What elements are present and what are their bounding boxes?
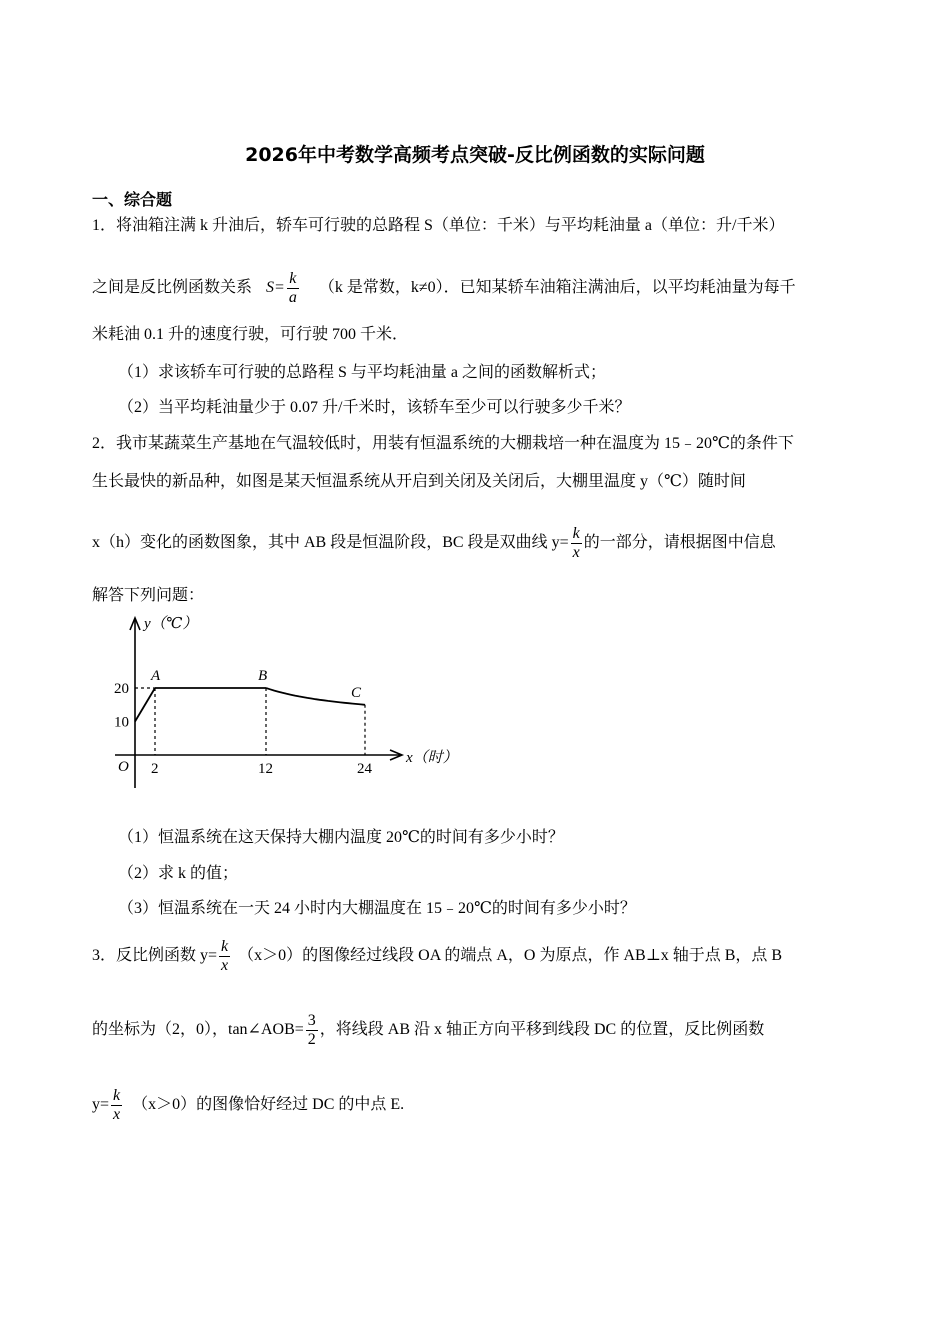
q1-formula-lhs: S=: [266, 279, 285, 297]
q3-line1-pre: 3．反比例函数 y=: [92, 947, 218, 965]
y-tick-20: 20: [114, 681, 129, 697]
q3-line2-post: ，将线段 AB 沿 x 轴正方向平移到线段 DC 的位置，反比例函数: [319, 1021, 765, 1039]
point-label-C: C: [351, 684, 362, 701]
q1-sub2: （2）当平均耗油量少于 0.07 升/千米时，该轿车至少可以行驶多少千米？: [118, 399, 631, 416]
q3-tan-num: 3: [307, 1012, 316, 1029]
point-label-B: B: [258, 668, 268, 684]
q1-line2-post: （k 是常数，k≠0）．已知某轿车油箱注满油后，以平均耗油量为每千: [318, 279, 796, 297]
q3-tan-den: 2: [307, 1031, 316, 1048]
q3-line2-pre: 的坐标为（2，0），tan∠AOB=: [92, 1021, 304, 1039]
q3-line2: [92, 1012, 764, 1049]
q3-frac-num: k: [221, 938, 229, 955]
q3-line3-fraction: [111, 1087, 122, 1124]
q2-line3-post: 的一部分，请根据图中信息: [583, 534, 776, 552]
q3-tan-fraction: [306, 1012, 318, 1049]
temperature-chart: [100, 610, 480, 800]
q3-line3-post: （x＞0）的图像恰好经过 DC 的中点 E.: [132, 1096, 405, 1114]
q3-line3-num: k: [113, 1087, 121, 1104]
y-tick-10: 10: [114, 714, 129, 731]
q1-formula-den: a: [288, 289, 297, 306]
q3-line3-pre: y=: [92, 1096, 110, 1114]
q2-frac-num: k: [572, 525, 580, 542]
y-axis-label: y（℃）: [144, 616, 198, 632]
q2-frac-den: x: [572, 544, 580, 561]
chart-guides: [135, 688, 365, 755]
q3-line1: [92, 938, 782, 975]
q2-line1: 2．我市某蔬菜生产基地在气温较低时，用装有恒温系统的大棚栽培一种在温度为 15﹣20℃的条件下: [92, 435, 794, 452]
x-tick-12: 12: [258, 761, 273, 777]
chart-series: [135, 688, 365, 722]
q1-formula-fraction: [287, 270, 299, 307]
q1-line1: 1．将油箱注满 k 升油后，轿车可行驶的总路程 S（单位：千米）与平均耗油量 a（单位：升/千米）: [92, 217, 785, 234]
q2-fraction: [571, 525, 582, 562]
q2-sub2: （2）求 k 的值；: [118, 865, 239, 882]
q3-line1-post: （x＞0）的图像经过线段 OA 的端点 A，O 为原点，作 AB⊥x 轴于点 B，点 B: [238, 947, 783, 965]
q2-line4: 解答下列问题：: [92, 587, 205, 604]
section-heading: 一、综合题: [92, 190, 173, 209]
q2-line3: [92, 525, 776, 562]
segment-OA: [135, 688, 155, 722]
q1-line3: 米耗油 0.1 升的速度行驶，可行驶 700 千米．: [92, 326, 409, 343]
q1-line2: [92, 270, 796, 307]
q3-frac-den: x: [221, 957, 229, 974]
q2-line2: 生长最快的新品种，如图是某天恒温系统从开启到关闭及关闭后，大棚里温度 y（℃）随时间: [92, 473, 746, 490]
point-label-A: A: [151, 668, 161, 684]
x-tick-2: 2: [151, 761, 159, 777]
page-title: 2026年中考数学高频考点突破-反比例函数的实际问题: [245, 144, 705, 166]
q3-line3-den: x: [113, 1106, 121, 1123]
q2-sub3: （3）恒温系统在一天 24 小时内大棚温度在 15﹣20℃的时间有多少小时？: [118, 900, 636, 917]
q3-line3: [92, 1087, 404, 1124]
x-tick-24: 24: [357, 761, 372, 777]
q1-sub1: （1）求该轿车可行驶的总路程 S 与平均耗油量 a 之间的函数解析式；: [118, 364, 607, 381]
q2-sub1: （1）恒温系统在这天保持大棚内温度 20℃的时间有多少小时？: [118, 829, 564, 846]
q1-line2-pre: 之间是反比例函数关系: [92, 279, 253, 297]
q3-fraction: [219, 938, 230, 975]
q1-formula-num: k: [287, 270, 299, 289]
q2-line3-pre: x（h）变化的函数图象，其中 AB 段是恒温阶段，BC 段是双曲线 y=: [92, 534, 569, 552]
origin-label: O: [118, 759, 129, 775]
x-axis-label: x（时）: [406, 750, 458, 766]
